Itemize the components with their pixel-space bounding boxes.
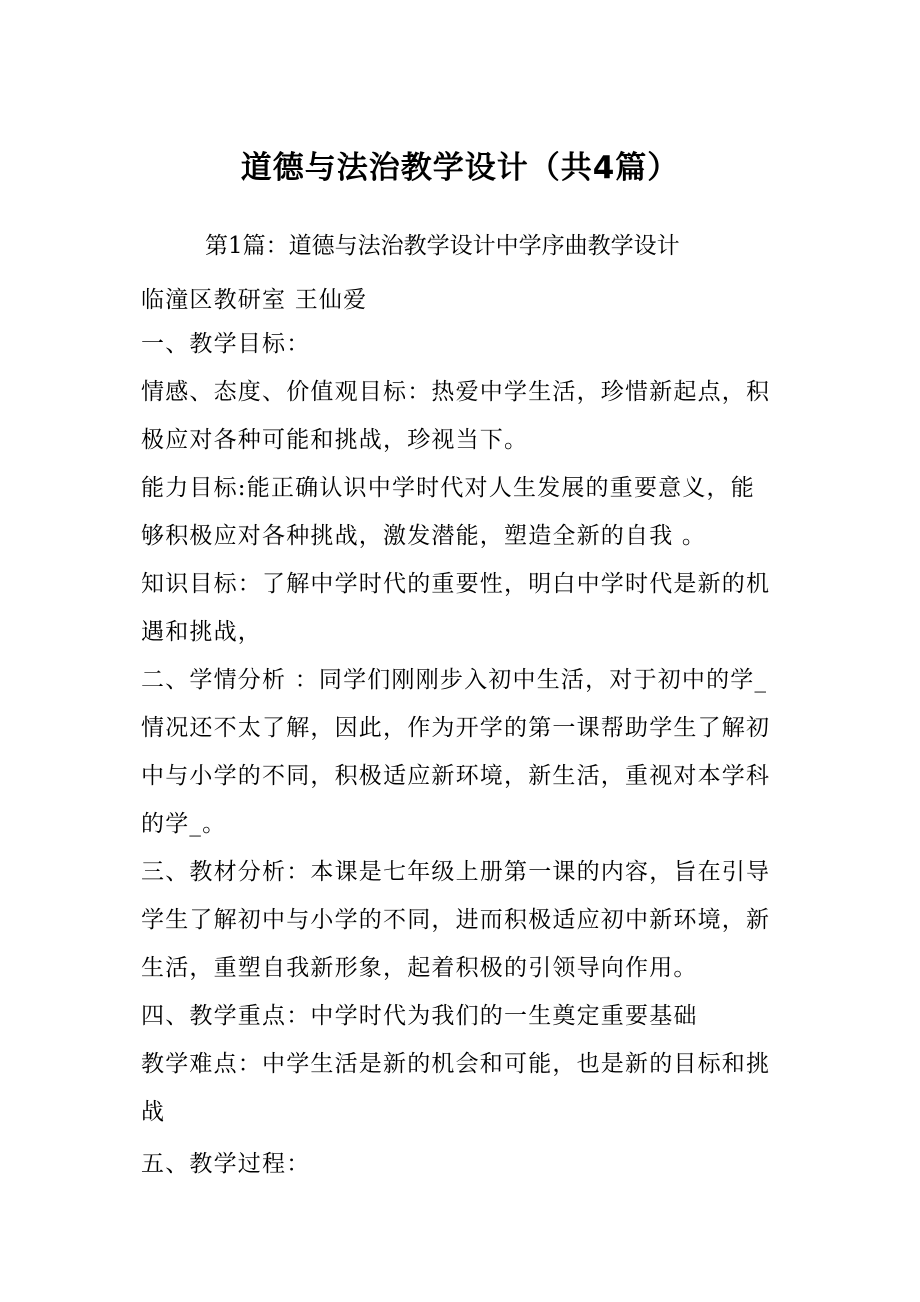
- paragraph-line: 生活，重塑自我新形象，起着积极的引领导向作用。: [141, 955, 698, 981]
- paragraph-line: 学生了解初中与小学的不同，进而积极适应初中新环境，新: [141, 907, 771, 933]
- section-heading: 一、教学目标：: [141, 331, 311, 357]
- paragraph-line: 够积极应对各种挑战，激发潜能，塑造全新的自我 。: [141, 523, 707, 549]
- paragraph-line: 遇和挑战，: [141, 619, 262, 645]
- paragraph-line: 能力目标:能正确认识中学时代对人生发展的重要意义，能: [141, 475, 755, 501]
- paragraph-line: 教学难点：中学生活是新的机会和可能，也是新的目标和挑: [141, 1051, 771, 1077]
- paragraph-line: 二、学情分析 ：同学们刚刚步入初中生活，对于初中的学_: [141, 667, 768, 693]
- paragraph-line: 三、教材分析：本课是七年级上册第一课的内容，旨在引导: [141, 859, 771, 885]
- document-subtitle: 第1篇：道德与法治教学设计中学序曲教学设计: [205, 233, 680, 259]
- paragraph-line: 知识目标：了解中学时代的重要性，明白中学时代是新的机: [141, 571, 771, 597]
- paragraph-line: 四、教学重点：中学时代为我们的一生奠定重要基础: [141, 1003, 698, 1029]
- paragraph-line: 中与小学的不同，积极适应新环境，新生活，重视对本学科: [141, 763, 771, 789]
- paragraph-line: 的学_。: [141, 811, 227, 837]
- document-title: 道德与法治教学设计（共4篇）: [240, 150, 680, 186]
- paragraph-line: 情况还不太了解，因此，作为开学的第一课帮助学生了解初: [141, 715, 771, 741]
- paragraph-line: 极应对各种可能和挑战，珍视当下。: [141, 427, 529, 453]
- author-line: 临潼区教研室 王仙爱: [141, 287, 368, 313]
- section-heading: 五、教学过程：: [141, 1151, 311, 1177]
- paragraph-line: 战: [141, 1099, 166, 1125]
- paragraph-line: 情感、态度、价值观目标：热爱中学生活，珍惜新起点，积: [141, 379, 771, 405]
